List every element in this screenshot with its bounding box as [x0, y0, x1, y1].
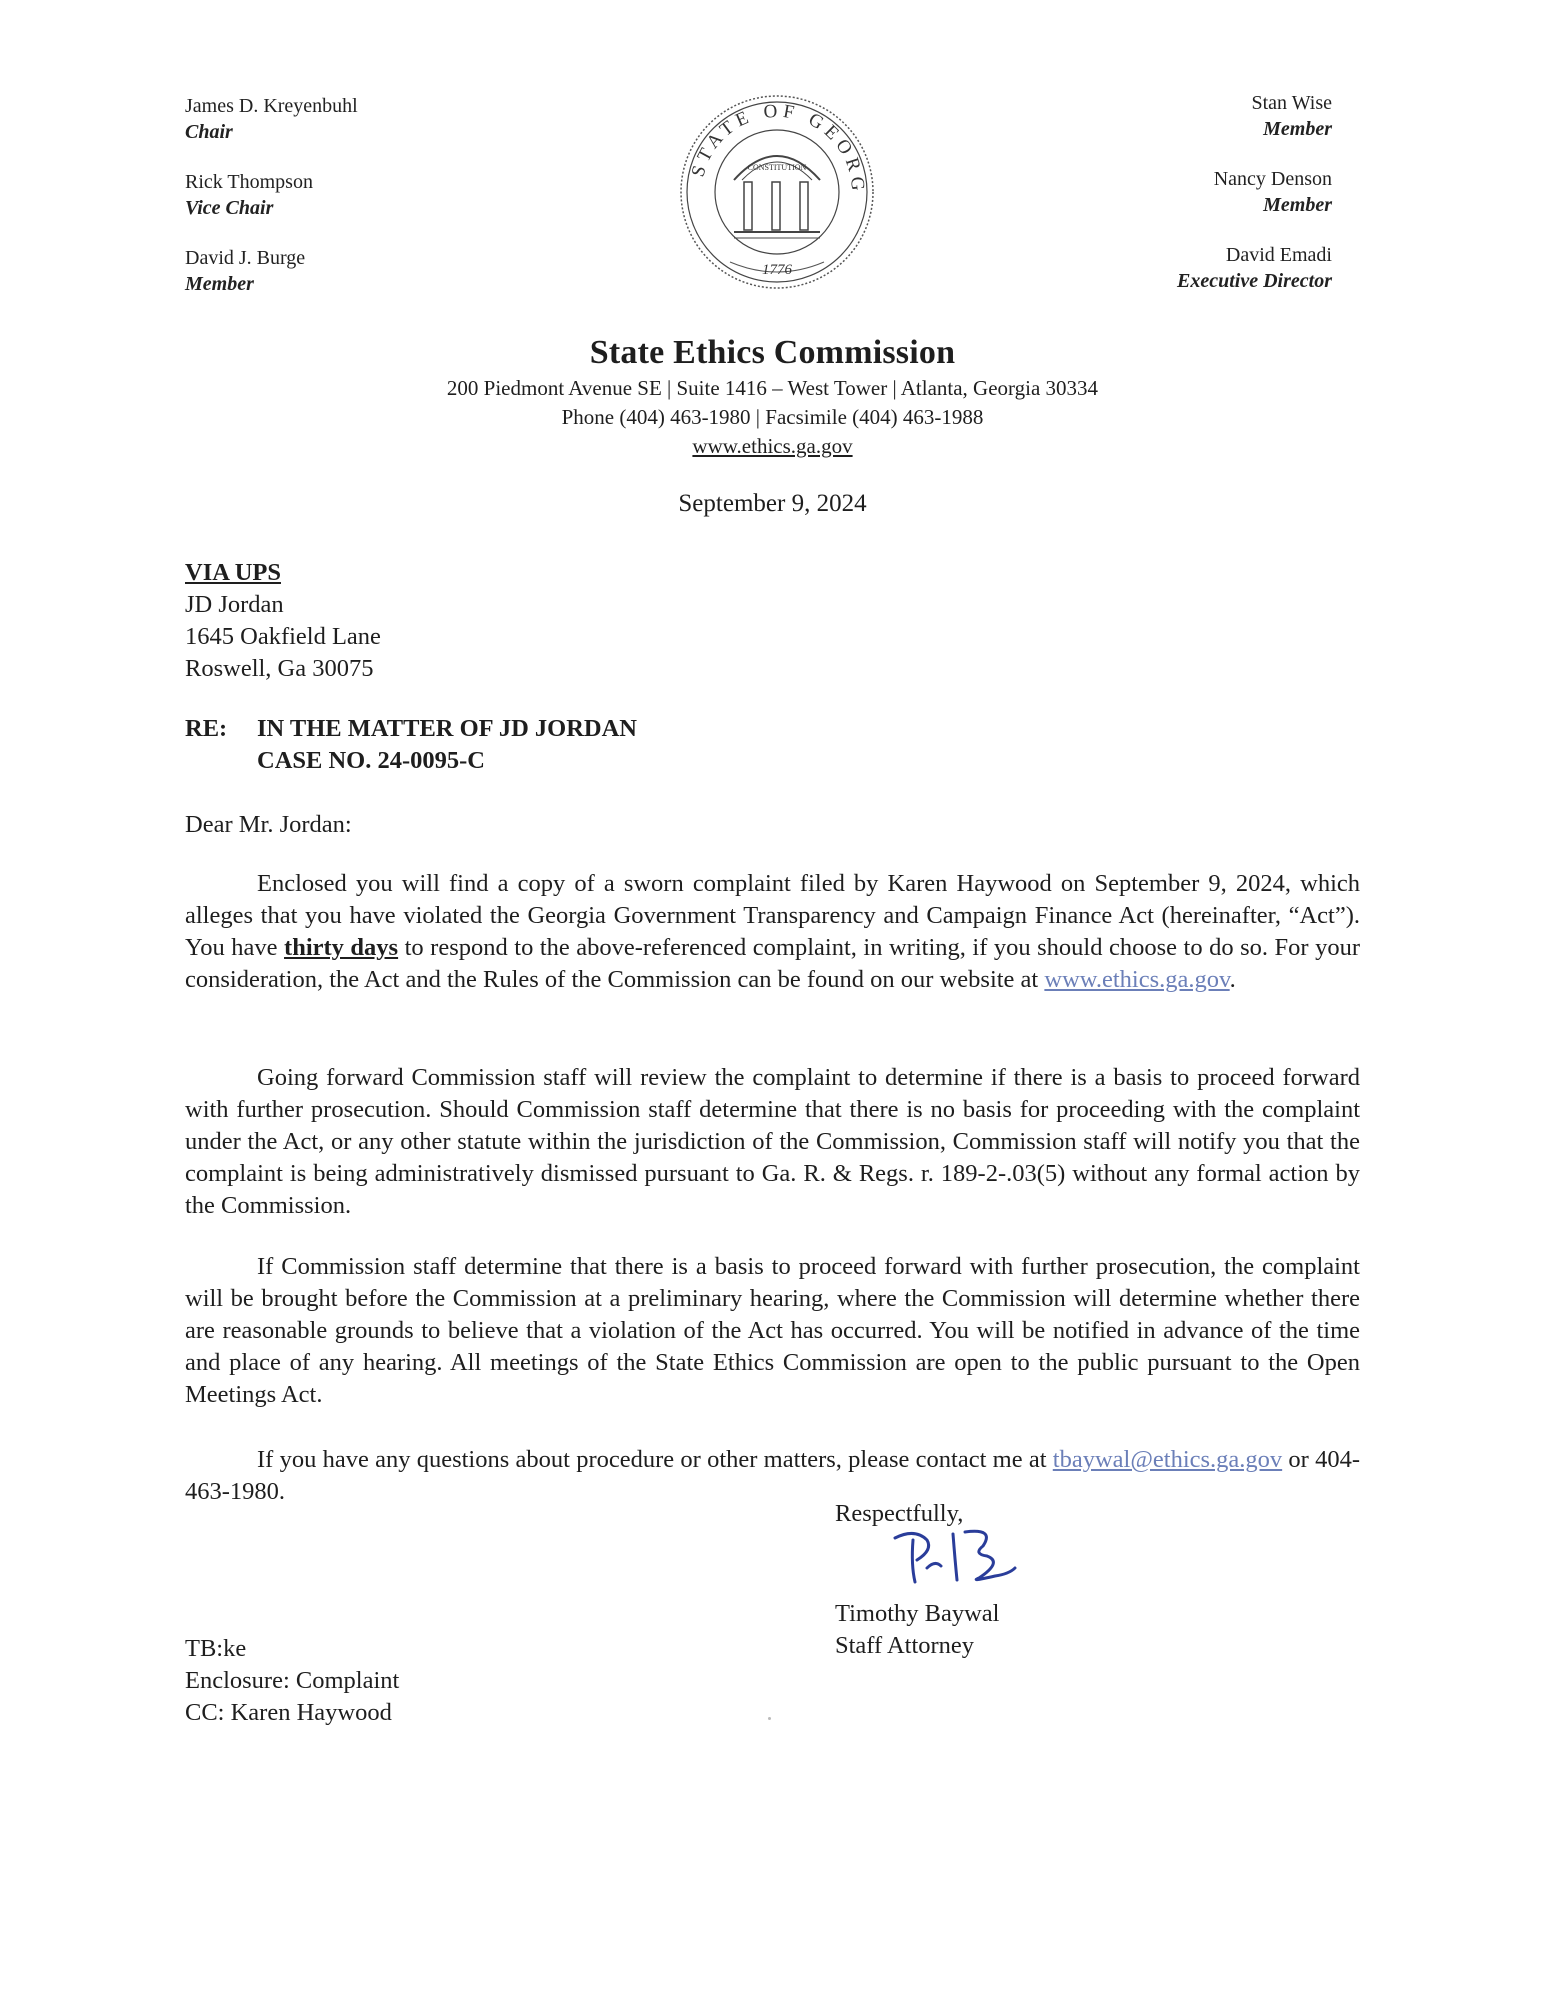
member-name: Nancy Denson — [1213, 168, 1332, 190]
enclosure: Enclosure: Complaint — [185, 1667, 400, 1694]
handwritten-signature — [875, 1520, 1025, 1590]
re-matter: IN THE MATTER OF JD JORDAN — [257, 715, 638, 742]
member-title: Chair — [185, 121, 233, 143]
re-block — [185, 713, 637, 777]
left-members — [185, 93, 545, 321]
recipient-address — [185, 589, 1360, 685]
signer-name: Timothy Baywal — [835, 1600, 1000, 1627]
organization-name: State Ethics Commission — [589, 334, 956, 371]
member-name: James D. Kreyenbuhl — [185, 95, 358, 117]
paragraph-text: . — [1229, 966, 1236, 993]
member-entry — [185, 93, 545, 145]
member-title: Member — [185, 273, 254, 295]
re-case-number: CASE NO. 24-0095-C — [257, 747, 485, 774]
letter-date: September 9, 2024 — [678, 490, 867, 517]
deadline-emphasis: thirty days — [284, 934, 399, 961]
member-name: Rick Thompson — [185, 171, 313, 193]
svg-text:STATE OF GEORGIA — [672, 92, 868, 196]
seal-top-text: STATE OF GEORG — [687, 100, 869, 197]
phone-line: Phone (404) 463-1980 | Facsimile (404) 463-1988 — [561, 405, 984, 429]
member-name: David Emadi — [1225, 244, 1332, 266]
carbon-copy: CC: Karen Haywood — [185, 1699, 392, 1726]
signer-title: Staff Attorney — [835, 1632, 975, 1659]
email-link[interactable]: tbaywal@ethics.ga.gov — [1052, 1446, 1283, 1473]
paragraph-review: Going forward Commission staff will review the complaint to determine if there is a basis to proceed forward with further prosecution. Should Commission staff determine that there is no basis for proceeding with the complaint under the Act, or any other statute within the jurisdiction of the Commission, Commission staff will notify you that the complaint is being administratively dismissed pursuant to Ga. R. & Regs. r. 189-2-.03(5) without any formal action by the Commission. — [185, 1064, 1360, 1219]
member-entry — [185, 169, 545, 221]
website-link-inline[interactable]: www.ethics.ga.gov — [1044, 966, 1230, 993]
member-title: Vice Chair — [185, 197, 274, 219]
salutation: Dear Mr. Jordan: — [185, 811, 352, 838]
paragraph-text: If you have any questions about procedure or other matters, please contact me at — [257, 1446, 1053, 1473]
initials: TB:ke — [185, 1635, 247, 1662]
member-entry — [185, 245, 545, 297]
footer-notes — [185, 1633, 399, 1729]
paragraph-hearing: If Commission staff determine that there is a basis to proceed forward with further prosecution, the complaint will be brought before the Commission at a preliminary hearing, where the Commission will determine whether there are reasonable grounds to believe that a violation of the Act has occurred. You will be notified in advance of the time and place of any hearing. All meetings of the State Ethics Commission are open to the public pursuant to the Open Meetings Act. — [185, 1253, 1360, 1408]
member-name: David J. Burge — [185, 247, 306, 269]
recipient-line: 1645 Oakfield Lane — [185, 623, 381, 650]
paragraph-text: Enclosed you will find a copy of a sworn complaint filed by Karen Haywood on September 9, 2024, which alleges that you have violated the Georgia Government Transparency and Campaign Finance Act (hereinafter, “Act”). You have — [185, 870, 1360, 961]
state-seal — [672, 92, 882, 292]
website-link[interactable]: www.ethics.ga.gov — [692, 434, 853, 458]
paragraph-complaint — [185, 868, 1360, 996]
member-entry — [972, 242, 1332, 294]
paragraph-text: or 404-463-1980. — [185, 1446, 1360, 1505]
right-members — [972, 90, 1332, 318]
member-title: Executive Director — [1177, 270, 1332, 292]
recipient-line: JD Jordan — [185, 591, 284, 618]
closing: Respectfully, — [835, 1500, 964, 1527]
seal-year: 1776 — [762, 262, 792, 278]
seal-banner: CONSTITUTION — [747, 163, 807, 172]
member-title: Member — [1263, 194, 1332, 216]
member-entry — [972, 166, 1332, 218]
paragraph-text: to respond to the above-referenced complaint, in writing, if you should choose to do so. For your consideration, the Act and the Rules of the Commission can be found on our website at — [185, 934, 1361, 993]
re-label: RE: — [185, 715, 228, 742]
recipient-line: Roswell, Ga 30075 — [185, 655, 374, 682]
member-title: Member — [1263, 118, 1332, 140]
member-entry — [972, 90, 1332, 142]
scan-speck — [768, 1717, 771, 1720]
address-line: 200 Piedmont Avenue SE | Suite 1416 – West Tower | Atlanta, Georgia 30334 — [446, 376, 1099, 400]
member-name: Stan Wise — [1251, 92, 1332, 114]
delivery-method: VIA UPS — [185, 559, 281, 586]
